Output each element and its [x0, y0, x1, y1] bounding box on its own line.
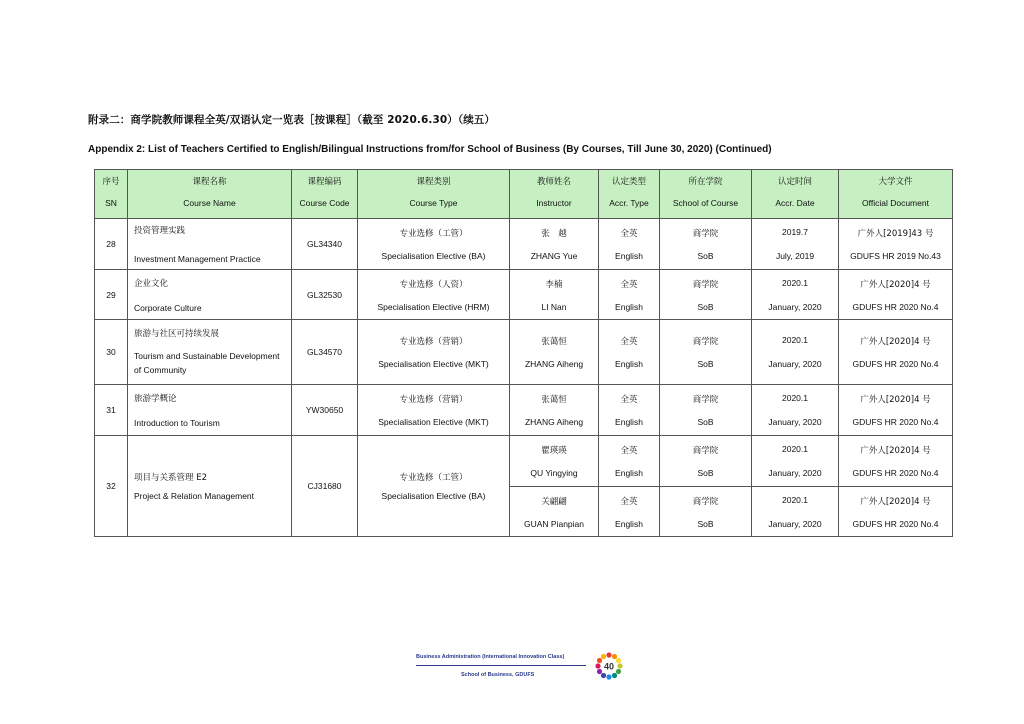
official-doc: 广外人[2020]4 号 GDUFS HR 2020 No.4 — [839, 487, 953, 537]
course-name: 企业文化 Corporate Culture — [128, 270, 292, 320]
official-doc: 广外人[2020]4 号 GDUFS HR 2020 No.4 — [839, 385, 953, 436]
table-row — [95, 219, 953, 270]
course-code: GL34570 — [292, 320, 358, 385]
row-sn: 29 — [95, 270, 128, 320]
header-official-doc: 大学文件 Official Document — [839, 170, 953, 219]
course-name: 旅游与社区可持续发展 Tourism and Sustainable Development of Community — [128, 320, 292, 385]
table-header-row — [95, 170, 953, 219]
accr-type: 全英 English — [599, 270, 660, 320]
page-title-en: Appendix 2: List of Teachers Certified to English/Bilingual Instructions from/for School of Business (By Courses, Till June 30, 2020) (Continued) — [88, 144, 772, 155]
accr-type: 全英 English — [599, 436, 660, 487]
accr-date: 2020.1 January, 2020 — [752, 320, 839, 385]
course-type: 专业选修（工管） Specialisation Elective (BA) — [358, 436, 510, 537]
anniversary-logo-icon — [594, 651, 624, 681]
row-sn: 30 — [95, 320, 128, 385]
header-course-name: 课程名称 Course Name — [128, 170, 292, 219]
accr-type: 全英 English — [599, 219, 660, 270]
header-sn: 序号 SN — [95, 170, 128, 219]
instructor: 张蔼恒 ZHANG Aiheng — [510, 320, 599, 385]
header-school: 所在学院 School of Course — [660, 170, 752, 219]
accr-date: 2019.7 July, 2019 — [752, 219, 839, 270]
course-type: 专业选修（营销） Specialisation Elective (MKT) — [358, 320, 510, 385]
course-name: 投资管理实践 Investment Management Practice — [128, 219, 292, 270]
row-sn: 31 — [95, 385, 128, 436]
course-code: GL32530 — [292, 270, 358, 320]
footer-divider — [416, 665, 586, 666]
course-type: 专业选修（工管） Specialisation Elective (BA) — [358, 219, 510, 270]
logo-text: 40 — [603, 661, 615, 672]
footer-program-name: Business Administration (International Innovation Class) — [416, 654, 565, 660]
table-row — [95, 385, 953, 436]
official-doc: 广外人[2020]4 号 GDUFS HR 2020 No.4 — [839, 436, 953, 487]
official-doc: 广外人[2020]4 号 GDUFS HR 2020 No.4 — [839, 270, 953, 320]
school: 商学院 SoB — [660, 219, 752, 270]
table-row — [95, 320, 953, 385]
header-course-type: 课程类别 Course Type — [358, 170, 510, 219]
accr-date: 2020.1 January, 2020 — [752, 385, 839, 436]
course-code: YW30650 — [292, 385, 358, 436]
row-sn: 28 — [95, 219, 128, 270]
table-row — [95, 270, 953, 320]
school: 商学院 SoB — [660, 320, 752, 385]
accr-date: 2020.1 January, 2020 — [752, 270, 839, 320]
row-sn: 32 — [95, 436, 128, 537]
course-type: 专业选修（人资） Specialisation Elective (HRM) — [358, 270, 510, 320]
official-doc: 广外人[2020]4 号 GDUFS HR 2020 No.4 — [839, 320, 953, 385]
school: 商学院 SoB — [660, 385, 752, 436]
header-accr-type: 认定类型 Accr. Type — [599, 170, 660, 219]
table-row — [95, 436, 953, 487]
instructor: 关翩翩 GUAN Pianpian — [510, 487, 599, 537]
instructor: 李楠 LI Nan — [510, 270, 599, 320]
course-name: 项目与关系管理 E2 Project & Relation Management — [128, 436, 292, 537]
instructor: 张蔼恒 ZHANG Aiheng — [510, 385, 599, 436]
instructor: 瞿瑛瑛 QU Yingying — [510, 436, 599, 487]
school: 商学院 SoB — [660, 487, 752, 537]
footer-school-name: School of Business, GDUFS — [461, 672, 535, 678]
instructor: 张 越 ZHANG Yue — [510, 219, 599, 270]
accr-type: 全英 English — [599, 320, 660, 385]
accr-type: 全英 English — [599, 385, 660, 436]
accr-date: 2020.1 January, 2020 — [752, 436, 839, 487]
accr-type: 全英 English — [599, 487, 660, 537]
course-code: CJ31680 — [292, 436, 358, 537]
course-type: 专业选修（营销） Specialisation Elective (MKT) — [358, 385, 510, 436]
certification-table — [94, 169, 953, 537]
page-title-cn: 附录二：商学院教师课程全英/双语认定一览表［按课程］（截至 2020.6.30）（续五） — [88, 114, 496, 126]
course-name: 旅游学概论 Introduction to Tourism — [128, 385, 292, 436]
header-course-code: 课程编码 Course Code — [292, 170, 358, 219]
school: 商学院 SoB — [660, 436, 752, 487]
header-accr-date: 认定时间 Accr. Date — [752, 170, 839, 219]
course-code: GL34340 — [292, 219, 358, 270]
accr-date: 2020.1 January, 2020 — [752, 487, 839, 537]
header-instructor: 教师姓名 Instructor — [510, 170, 599, 219]
school: 商学院 SoB — [660, 270, 752, 320]
official-doc: 广外人[2019]43 号 GDUFS HR 2019 No.43 — [839, 219, 953, 270]
